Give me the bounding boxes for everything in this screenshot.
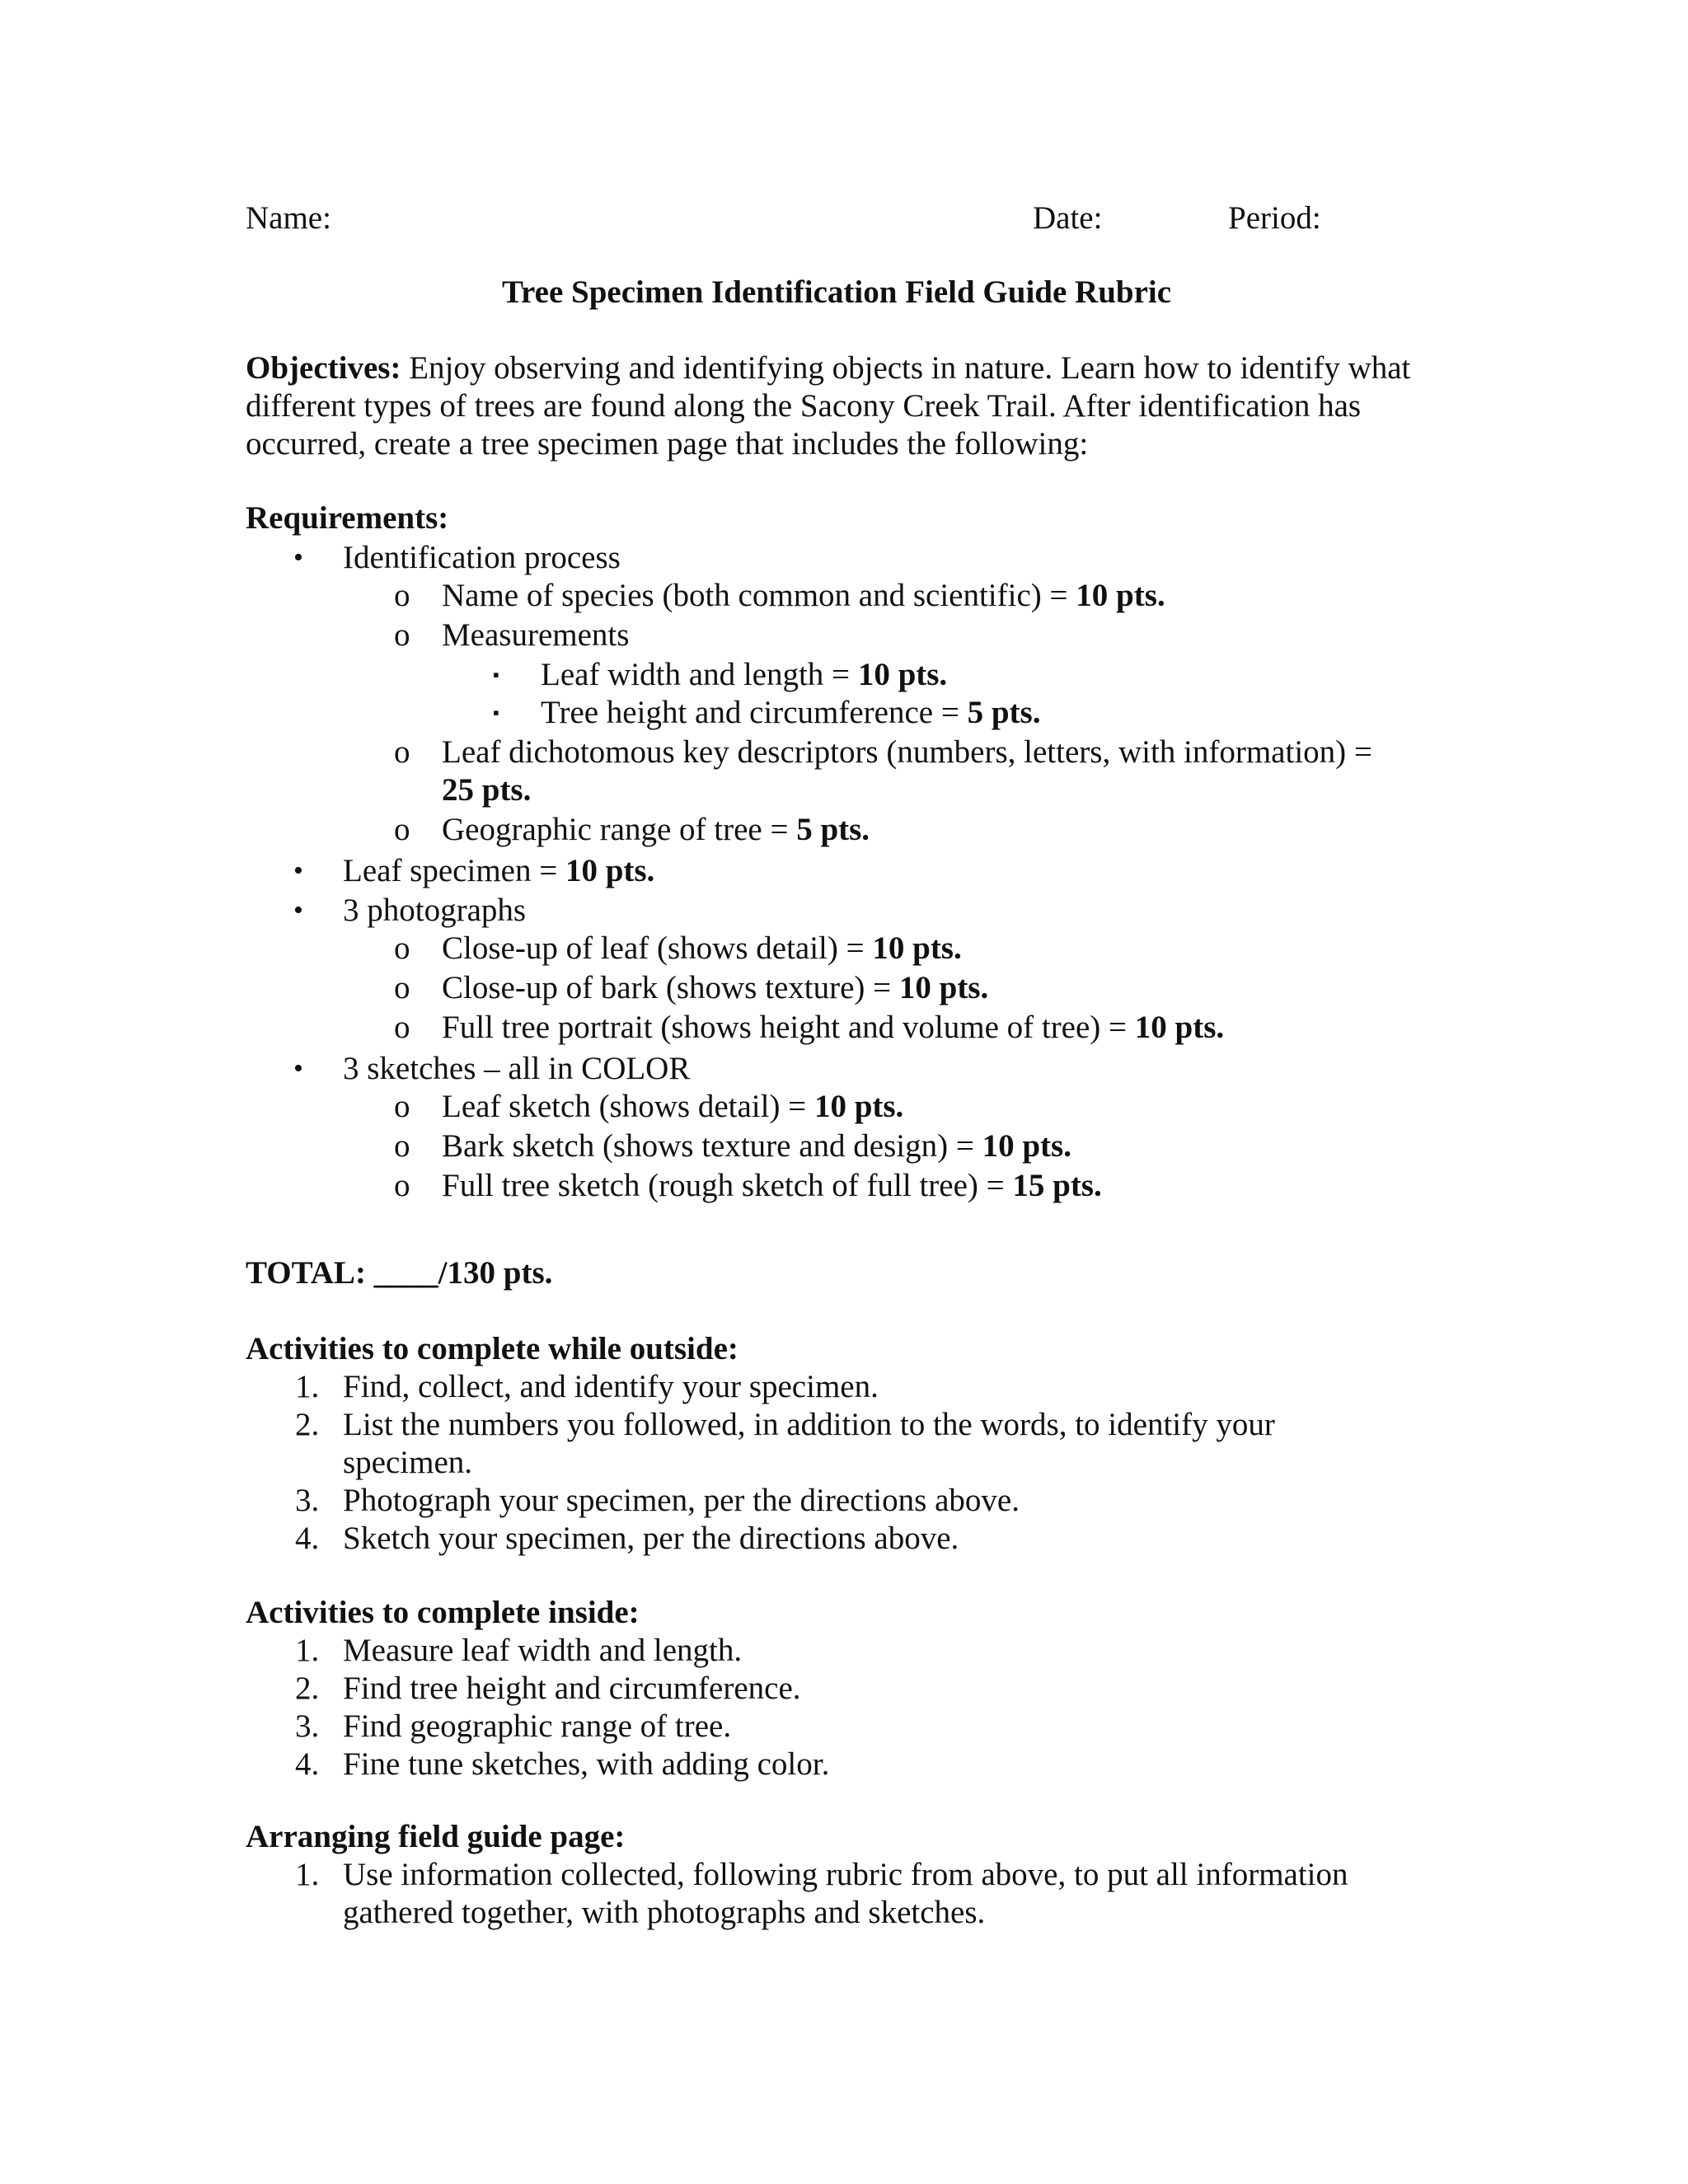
list-item: Find, collect, and identify your specimen. (343, 1369, 879, 1404)
list-item: Fine tune sketches, with adding color. (343, 1746, 830, 1782)
bullet-marker: • (293, 855, 303, 886)
sub-marker: o (394, 734, 410, 770)
list-number: 2. (295, 1671, 320, 1706)
objectives-label: Objectives: (246, 350, 401, 386)
subsub-marker: ▪ (493, 702, 499, 723)
bullet-marker: • (293, 1053, 303, 1084)
objectives-paragraph (246, 349, 1441, 463)
req-photo-leaf: Close-up of leaf (shows detail) = 10 pts. (442, 930, 962, 966)
arranging-heading: Arranging field guide page: (246, 1819, 626, 1854)
sub-marker: o (394, 970, 410, 1005)
req-dichotomous-pts: 25 pts. (442, 772, 532, 808)
total-score: TOTAL: ____/130 pts. (246, 1255, 553, 1291)
sub-marker: o (394, 1128, 410, 1164)
list-item: Use information collected, following rubric from above, to put all information (343, 1857, 1348, 1892)
date-label: Date: (1033, 200, 1103, 236)
subsub-marker: ▪ (493, 664, 499, 685)
list-number: 1. (295, 1369, 320, 1404)
list-number: 1. (295, 1857, 320, 1892)
list-item: Find tree height and circumference. (343, 1671, 801, 1706)
req-sketch-full: Full tree sketch (rough sketch of full tree) = 15 pts. (442, 1168, 1102, 1203)
sub-marker: o (394, 1168, 410, 1203)
requirements-heading: Requirements: (246, 500, 449, 536)
list-number: 2. (295, 1407, 320, 1442)
req-sketch-leaf: Leaf sketch (shows detail) = 10 pts. (442, 1089, 904, 1124)
list-item: Find geographic range of tree. (343, 1708, 732, 1744)
req-measurements: Measurements (442, 617, 630, 653)
req-tree-height: Tree height and circumference = 5 pts. (541, 695, 1041, 730)
list-number: 4. (295, 1521, 320, 1556)
req-identification-process: Identification process (343, 540, 621, 575)
inside-activities-heading: Activities to complete inside: (246, 1595, 640, 1630)
list-number: 1. (295, 1633, 320, 1668)
req-photo-bark: Close-up of bark (shows texture) = 10 pts. (442, 970, 989, 1005)
sub-marker: o (394, 578, 410, 613)
period-label: Period: (1228, 200, 1321, 236)
list-item: Measure leaf width and length. (343, 1633, 743, 1668)
req-leaf-specimen: Leaf specimen = 10 pts. (343, 853, 655, 888)
req-photographs: 3 photographs (343, 893, 527, 928)
list-item-continued: gathered together, with photographs and sketches. (343, 1895, 986, 1930)
list-number: 3. (295, 1483, 320, 1518)
outside-activities-heading: Activities to complete while outside: (246, 1331, 738, 1366)
list-item: Photograph your specimen, per the directions above. (343, 1483, 1020, 1518)
req-photo-full: Full tree portrait (shows height and volume of tree) = 10 pts. (442, 1010, 1225, 1045)
req-sketches: 3 sketches – all in COLOR (343, 1051, 691, 1086)
list-item: List the numbers you followed, in addition to the words, to identify your (343, 1407, 1275, 1442)
list-number: 3. (295, 1708, 320, 1744)
sub-marker: o (394, 1010, 410, 1045)
sub-marker: o (394, 812, 410, 847)
bullet-marker: • (293, 542, 303, 573)
list-item-continued: specimen. (343, 1445, 473, 1480)
sub-marker: o (394, 930, 410, 966)
req-sketch-bark: Bark sketch (shows texture and design) = 10 pts. (442, 1128, 1071, 1164)
document-title: Tree Specimen Identification Field Guide Rubric (501, 274, 1172, 310)
req-dichotomous-line1: Leaf dichotomous key descriptors (numbers, letters, with information) = (442, 734, 1372, 770)
bullet-marker: • (293, 895, 303, 926)
req-name-of-species: Name of species (both common and scientific) = 10 pts. (442, 578, 1165, 613)
sub-marker: o (394, 617, 410, 653)
list-item: Sketch your specimen, per the directions above. (343, 1521, 959, 1556)
req-geographic: Geographic range of tree = 5 pts. (442, 812, 870, 847)
name-label: Name: (246, 200, 331, 236)
req-leaf-width: Leaf width and length = 10 pts. (541, 657, 948, 692)
objectives-text: Enjoy observing and identifying objects in nature. Learn how to identify what different types of trees are found along the Sacony Creek Trail. After identification has occurred, create a tree specimen page that includes the following: (246, 350, 1411, 462)
sub-marker: o (394, 1089, 410, 1124)
list-number: 4. (295, 1746, 320, 1782)
